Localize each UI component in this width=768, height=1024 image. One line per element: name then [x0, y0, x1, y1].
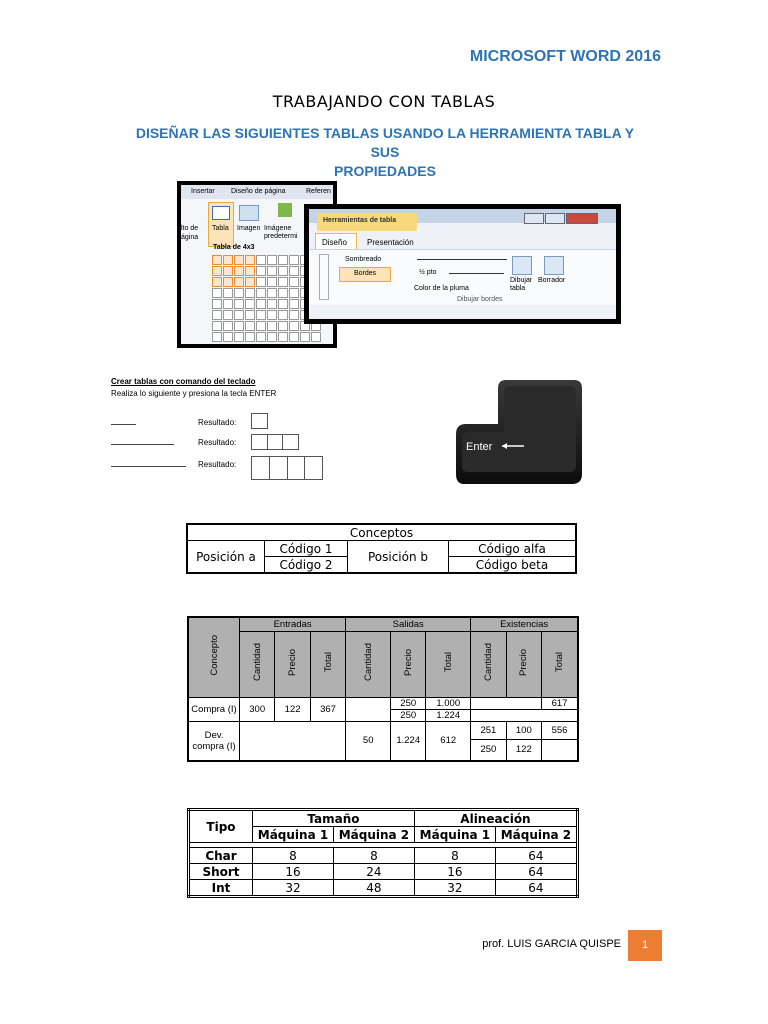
grid-cell[interactable]: [289, 332, 299, 342]
precio-header: Precio: [287, 649, 299, 676]
grid-cell[interactable]: [289, 255, 299, 265]
pen-weight-line: [449, 273, 504, 274]
grid-cell[interactable]: [278, 288, 288, 298]
grid-cell[interactable]: [289, 288, 299, 298]
total-header: Total: [322, 652, 334, 673]
table-cell: [471, 697, 542, 709]
table-cell: 122: [506, 739, 541, 761]
grid-cell[interactable]: [278, 277, 288, 287]
table-button: Tabla: [208, 202, 234, 247]
footer-author: prof. LUIS GARCIA QUISPE: [482, 938, 621, 950]
grid-cell[interactable]: [212, 321, 222, 331]
table-cell: 32: [414, 880, 495, 897]
maquina-2-header: Máquina 2: [495, 827, 577, 843]
table-icon: [212, 206, 230, 220]
codigo-2-cell: Código 2: [265, 557, 348, 574]
grid-cell[interactable]: [245, 321, 255, 331]
codigo-beta-cell: Código beta: [449, 557, 577, 574]
grid-cell[interactable]: [234, 332, 244, 342]
grid-cell[interactable]: [212, 310, 222, 320]
grid-cell[interactable]: [223, 310, 233, 320]
pen-weight[interactable]: ½ pto: [419, 269, 437, 276]
compra-cell: Compra (I): [188, 697, 240, 721]
grid-cell[interactable]: [267, 310, 277, 320]
table-cell: 24: [333, 864, 414, 880]
grid-cell[interactable]: [267, 321, 277, 331]
conceptos-header: Conceptos: [187, 524, 576, 541]
grid-cell[interactable]: [256, 288, 266, 298]
table-cell: 612: [426, 721, 471, 761]
table-cell: [471, 709, 578, 721]
keyboard-subtitle: Realiza lo siguiente y presiona la tecla ENTER: [111, 389, 277, 398]
existencias-header: Existencias: [471, 617, 578, 631]
grid-cell[interactable]: [245, 299, 255, 309]
grid-cell[interactable]: [212, 266, 222, 276]
grid-cell[interactable]: [289, 299, 299, 309]
grid-cell[interactable]: [234, 255, 244, 265]
table-cell: 250: [391, 709, 426, 721]
posicion-b-cell: Posición b: [348, 541, 449, 574]
result-table-3: [251, 456, 323, 480]
grid-cell[interactable]: [256, 266, 266, 276]
grid-cell[interactable]: [234, 266, 244, 276]
table-cell: 64: [495, 848, 577, 864]
grid-cell[interactable]: [267, 266, 277, 276]
grid-cell[interactable]: [245, 310, 255, 320]
close-icon[interactable]: [566, 213, 598, 224]
result-label-3: Resultado:: [198, 460, 237, 469]
maquina-2-header: Máquina 2: [333, 827, 414, 843]
grid-cell[interactable]: [267, 288, 277, 298]
grid-cell[interactable]: [256, 299, 266, 309]
grid-cell[interactable]: [256, 310, 266, 320]
table-cell: 8: [333, 848, 414, 864]
image-button-label: Imagen: [237, 225, 261, 232]
document-header: MICROSOFT WORD 2016: [469, 48, 661, 65]
grid-cell[interactable]: [278, 299, 288, 309]
clipart-icon: [278, 203, 292, 217]
draw-table-label: Dibujar tabla: [510, 277, 533, 292]
ribbon-tabs: [181, 185, 333, 199]
table-cell: 16: [414, 864, 495, 880]
subtitle-line-1: DISEÑAR LAS SIGUIENTES TABLAS USANDO LA HERRAMIENTA TABLA Y SUS: [135, 125, 635, 160]
pattern-3: [111, 466, 186, 467]
row-name: Char: [189, 848, 253, 864]
concepto-header: Concepto: [188, 617, 240, 697]
tab-referencias: Referen: [306, 188, 331, 195]
grid-cell[interactable]: [234, 277, 244, 287]
table-cell: 8: [253, 848, 334, 864]
grid-cell[interactable]: [223, 255, 233, 265]
grid-cell[interactable]: [278, 321, 288, 331]
grid-label: Tabla de 4x3: [213, 244, 255, 251]
grid-cell[interactable]: [289, 266, 299, 276]
grid-cell[interactable]: [212, 277, 222, 287]
grid-cell[interactable]: [234, 321, 244, 331]
tamano-header: Tamaño: [253, 810, 415, 827]
total-header: Total: [442, 652, 454, 673]
grid-cell[interactable]: [223, 288, 233, 298]
conceptos-table: [186, 523, 577, 574]
table-cell: 556: [542, 721, 578, 739]
grid-cell[interactable]: [256, 332, 266, 342]
codigo-alfa-cell: Código alfa: [449, 541, 577, 557]
grid-cell[interactable]: [212, 332, 222, 342]
maquina-1-header: Máquina 1: [414, 827, 495, 843]
entradas-header: Entradas: [240, 617, 346, 631]
table-cell: 617: [542, 697, 578, 709]
cantidad-header: Cantidad: [482, 643, 494, 682]
cantidad-header: Cantidad: [251, 643, 263, 682]
keyboard-title: Crear tablas con comando del teclado: [111, 377, 256, 386]
grid-cell[interactable]: [267, 255, 277, 265]
table-cell: [346, 697, 391, 721]
codigo-1-cell: Código 1: [265, 541, 348, 557]
grid-cell[interactable]: [234, 299, 244, 309]
bordes-button[interactable]: Bordes: [339, 267, 391, 282]
subtitle-line-2: PROPIEDADES: [334, 163, 436, 179]
table-cell: 250: [471, 739, 506, 761]
dev-compra-cell: Dev. compra (I): [188, 721, 240, 761]
predeterminadas-label: predetermi: [264, 233, 298, 240]
grid-cell[interactable]: [234, 288, 244, 298]
grid-cell[interactable]: [289, 277, 299, 287]
grid-cell[interactable]: [311, 332, 321, 342]
left-label-1: lto de: [181, 225, 199, 232]
precio-header: Precio: [518, 649, 530, 676]
maquina-1-header: Máquina 1: [253, 827, 334, 843]
sombreado-button[interactable]: Sombreado: [345, 256, 382, 263]
result-label-2: Resultado:: [198, 438, 237, 447]
style-scroll[interactable]: [319, 254, 329, 300]
grid-cell[interactable]: [245, 255, 255, 265]
table-cell: 367: [310, 697, 345, 721]
salidas-header: Salidas: [346, 617, 471, 631]
table-cell: 8: [414, 848, 495, 864]
result-table-1: [251, 413, 268, 429]
table-cell: 251: [471, 721, 506, 739]
page-number: 1: [628, 930, 662, 961]
grid-cell[interactable]: [245, 332, 255, 342]
table-cell: 16: [253, 864, 334, 880]
grid-cell[interactable]: [234, 310, 244, 320]
table-cell: 1.224: [426, 709, 471, 721]
grid-cell[interactable]: [212, 288, 222, 298]
total-header: Total: [554, 652, 566, 673]
eraser-icon[interactable]: [544, 256, 564, 275]
table-cell: 122: [275, 697, 310, 721]
table-cell: 32: [253, 880, 334, 897]
table-cell: 64: [495, 880, 577, 897]
eraser-label: Borrador: [538, 277, 566, 284]
grid-cell[interactable]: [212, 299, 222, 309]
table-tools-screenshot: [304, 204, 621, 324]
row-name: Int: [189, 880, 253, 897]
grid-cell[interactable]: [223, 332, 233, 342]
alineacion-header: Alineación: [414, 810, 577, 827]
grid-cell[interactable]: [289, 321, 299, 331]
grid-cell[interactable]: [267, 277, 277, 287]
result-table-2: [251, 434, 299, 450]
table-cell: [542, 739, 578, 761]
tipo-header: Tipo: [189, 810, 253, 843]
grid-cell[interactable]: [300, 332, 310, 342]
pen-color[interactable]: Color de la pluma: [414, 285, 469, 292]
group-label: Dibujar bordes: [457, 296, 503, 303]
tipo-table: [187, 808, 579, 898]
page-subtitle: [130, 124, 640, 181]
grid-cell[interactable]: [245, 288, 255, 298]
table-cell: 50: [346, 721, 391, 761]
table-cell: 250: [391, 697, 426, 709]
table-cell: [240, 721, 346, 761]
result-label-1: Resultado:: [198, 418, 237, 427]
pattern-1: [111, 424, 136, 425]
grid-cell[interactable]: [245, 277, 255, 287]
inventory-table: [187, 616, 579, 762]
image-icon: [239, 205, 259, 221]
grid-cell[interactable]: [212, 255, 222, 265]
pattern-2: [111, 444, 174, 445]
table-cell: 1.000: [426, 697, 471, 709]
tab-insertar: Insertar: [191, 188, 215, 195]
grid-cell[interactable]: [278, 310, 288, 320]
line-style[interactable]: [417, 259, 507, 260]
page-title: TRABAJANDO CON TABLAS: [272, 92, 496, 111]
enter-key-icon: [456, 378, 584, 486]
table-cell: 300: [240, 697, 275, 721]
grid-cell[interactable]: [267, 299, 277, 309]
table-cell: 1.224: [391, 721, 426, 761]
table-cell: 64: [495, 864, 577, 880]
precio-header: Precio: [402, 649, 414, 676]
posicion-a-cell: Posición a: [187, 541, 265, 574]
grid-cell[interactable]: [278, 255, 288, 265]
row-name: Short: [189, 864, 253, 880]
tab-diseno[interactable]: Diseño: [315, 233, 357, 250]
cantidad-header: Cantidad: [362, 643, 374, 682]
grid-cell[interactable]: [245, 266, 255, 276]
table-tools-title: Herramientas de tabla: [323, 217, 397, 224]
tab-presentacion[interactable]: Presentación: [367, 238, 414, 247]
grid-cell[interactable]: [256, 277, 266, 287]
table-cell: 48: [333, 880, 414, 897]
grid-cell[interactable]: [278, 332, 288, 342]
grid-cell[interactable]: [223, 266, 233, 276]
maximize-icon[interactable]: [545, 213, 565, 224]
grid-cell[interactable]: [256, 255, 266, 265]
left-label-2: ágina: [181, 234, 199, 241]
grid-cell[interactable]: [223, 277, 233, 287]
grid-cell[interactable]: [289, 310, 299, 320]
table-cell: 100: [506, 721, 541, 739]
grid-cell[interactable]: [278, 266, 288, 276]
tab-diseno-pagina: Diseño de página: [231, 188, 286, 195]
grid-cell[interactable]: [267, 332, 277, 342]
grid-cell[interactable]: [223, 299, 233, 309]
draw-table-icon[interactable]: [512, 256, 532, 275]
enter-key-label: Enter: [466, 441, 493, 453]
imagenes-label: Imágene: [264, 225, 292, 232]
minimize-icon[interactable]: [524, 213, 544, 224]
grid-cell[interactable]: [256, 321, 266, 331]
grid-cell[interactable]: [223, 321, 233, 331]
